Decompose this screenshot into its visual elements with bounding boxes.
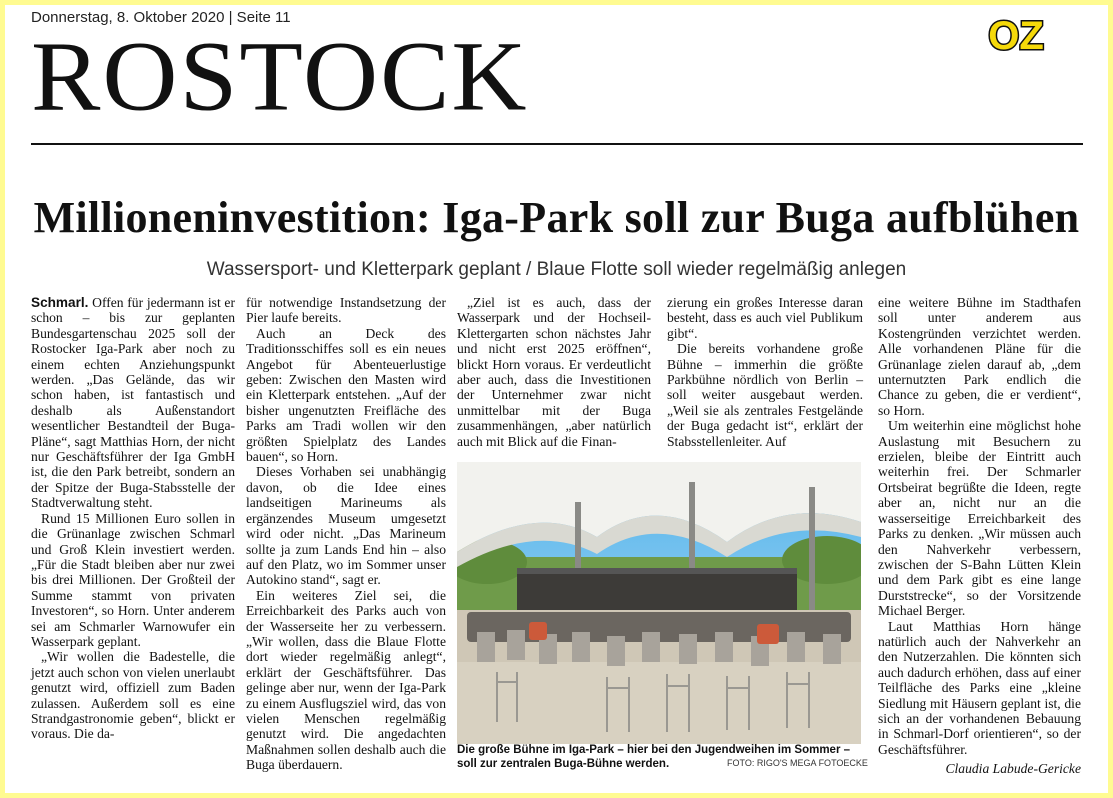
subhead: Wassersport- und Kletterpark geplant / Blaue Flotte soll wieder regelmäßig anlegen [206,259,907,280]
paragraph: Die bereits vorhandene große Bühne – immerhin die größte Parkbühne nördlich von Berlin – soll weiter ausgebaut werden. „Weil sie als zentrales Festgelände der Buga gedacht ist“, erklärt der Stabsstellenleiter. Auf [667,341,863,449]
location-tag: Schmarl. [31,295,89,310]
masthead: ROSTOCK [31,21,529,132]
headline: Millioneninvestition: Iga-Park soll zur Buga aufblühen [33,193,1080,242]
oz-logo [979,13,1053,57]
paragraph: Ein weiteres Ziel sei, die Erreichbarkeit des Parks auch von der Wasserseite her zu verbessern. „Wir wollen, dass die Blaue Flotte dort wieder regelmäßig anlegt“, erklärt der Geschäftsführer. Das gelinge aber nur, wenn der Iga-Park zu einem Ausflugsziel wird, das von vielen Menschen regelmäßig genutzt wird. Die angedachten Maßnahmen sollen deshalb auch die Buga überdauern. [246,587,446,773]
paragraph: für notwendige Instandsetzung der Pier laufe bereits. [246,295,446,326]
paragraph: Schmarl. Offen für jedermann ist er schon – bis zur geplanten Bundesgartenschau 2025 soll der Rostocker Iga-Park aber noch zu einem echten Anziehungspunkt werden. „Das Gelände, das wir schon haben, ist fantastisch und deshalb als Außenstandort wesentlicher Bestandteil der Buga-Pläne“, sagt Matthias Horn, der nicht nur Geschäftsführer der Iga GmbH ist, die den Park betreibt, sondern an der Spitze der Buga-Stabsstelle der Stadtverwaltung steht. [31,295,235,511]
paragraph: zierung ein großes Interesse daran besteht, dass es auch viel Publikum gibt“. [667,295,863,341]
article-column-2 [246,295,446,773]
article-column-3 [457,295,651,449]
paragraph: Auch an Deck des Traditionsschiffes soll es ein neues Angebot für Abenteuerlustige geben: Zwischen den Masten wird ein Kletterpark entstehen. „Auf der bisher ungenutzten Freifläche des Parks am Tradi wollen wir den größten Spielplatz des Landes bauen“, so Horn. [246,325,446,465]
article-column-5 [878,295,1081,777]
photo-caption: Die große Bühne im Iga-Park – hier bei den Jugendweihen im Sommer – soll zur zentralen Buga-Bühne werden. [457,744,851,770]
paragraph: eine weitere Bühne im Stadthafen soll unter anderem aus Kostengründen verzichtet werden. Alle vorhandenen Pläne für die Grünanlage zielen darauf ab, „dem unternutzten Park endlich die Chance zu geben, die er verdient“, so Horn. [878,295,1081,418]
paragraph: „Wir wollen die Badestelle, die jetzt auch schon von vielen unerlaubt genutzt wird, offiziell zum Baden zulassen. Außerdem soll es eine Strandgastronomie geben“, blickt er voraus. Die da- [31,649,235,742]
stage-photo [457,462,861,744]
paragraph: Um weiterhin eine möglichst hohe Auslastung mit Besuchern zu erzielen, bleibe der Eintritt auch weiterhin frei. Der Schmarler Ortsbeirat begrüßte die Ideen, regte aber an, nicht nur an die wasserseitige Erreichbarkeit des Parks zu denken. „Wir müssen auch den Nahverkehr verbessern, zwischen der S-Bahn Lütten Klein und dem Park gibt es eine lange Durststrecke“, so der Vorsitzende Michael Berger. [878,418,1081,619]
paragraph: Rund 15 Millionen Euro sollen in die Grünanlage zwischen Schmarl und Groß Klein investiert werden. „Für die Stadt bleiben aber nur zwei bis drei Millionen. Der Großteil der Summe stammt von privaten Investoren“, so Horn. Unter anderem sei am Schmarler Warnowufer ein Wasserpark geplant. [31,510,235,649]
paragraph: Laut Matthias Horn hänge natürlich auch der Nahverkehr an den Nutzerzahlen. Die könnten sich auch dadurch erhöhen, dass auf einer Teilfläche des Parks eine „kleine Siedlung mit Häusern geplant ist, die sich an der vorhandenen Bebauung in Schmarl-Dorf orientieren“, so der Geschäftsführer. [878,618,1081,757]
paragraph: Dieses Vorhaben sei unabhängig davon, ob die Idee eines landseitigen Marineums als ergänzendes Museum umgesetzt wird oder nicht. „Das Marineum sollte ja zum Lands End hin – also auf den Platz, wo im Sommer unser Autokino stand“, sagt er. [246,464,446,588]
masthead-rule [31,143,1083,145]
oz-logo-text: OZ [988,14,1044,57]
paragraph: „Ziel ist es auch, dass der Wasserpark und der Hochseil-Klettergarten schon nächstes Jahr und nicht erst 2025 eröffnen“, blickt Horn voraus. Er verdeutlicht aber auch, dass die Investitionen der Unternehmer zwar nicht unmittelbar mit der Buga zusammenhängen, „aber natürlich auch mit Blick auf die Finan- [457,295,651,449]
photo-credit: FOTO: RIGO'S MEGA FOTOECKE [727,758,868,768]
article-column-1 [31,295,235,742]
dateline: Donnerstag, 8. Oktober 2020 | Seite 11 [31,9,291,26]
newspaper-page [5,5,1108,793]
article-column-4 [667,295,863,449]
byline: Claudia Labude-Gericke [945,761,1081,777]
